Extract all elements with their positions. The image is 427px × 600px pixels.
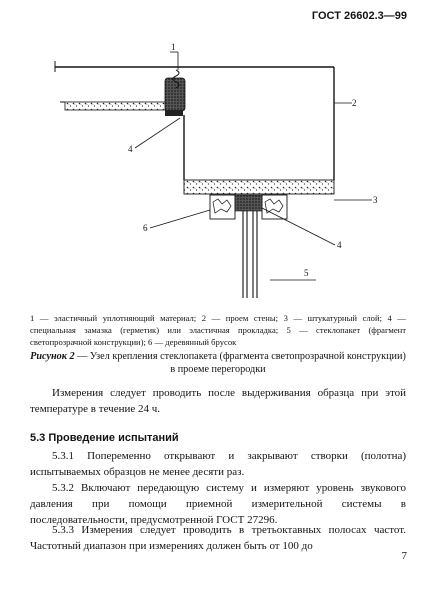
- callout-2: 2: [352, 98, 357, 108]
- callout-6: 6: [143, 223, 148, 233]
- wall-opening: [55, 61, 334, 180]
- paragraph-5-3-2: 5.3.2 Включают передающую систему и измеряют уровень звукового давления при помощи приемной измерительной системы в последовательности, предусмотренной ГОСТ 27296.: [30, 482, 406, 526]
- paragraph-5-3-1: 5.3.1 Попеременно открывают и закрывают створки (полотна) испытываемых образцов не менее десяти раз.: [30, 450, 406, 478]
- callout-4-lower: 4: [337, 240, 342, 250]
- page-number: 7: [401, 550, 407, 562]
- glass-unit: [243, 211, 257, 298]
- callout-1: 1: [171, 42, 176, 52]
- sealant-left: [165, 110, 183, 116]
- wooden-bars: [210, 195, 287, 219]
- callout-5: 5: [304, 268, 309, 278]
- plaster-bottom: [184, 180, 334, 194]
- caption-text: — Узел крепления стеклопакета (фрагмента светопрозрачной конструкции) в проеме перегородки: [74, 351, 406, 375]
- document-header: ГОСТ 26602.3—99: [311, 10, 407, 22]
- figure-caption: [30, 350, 406, 376]
- figure-legend: 1 — эластичный уплотняющий материал; 2 — проем стены; 3 — штукатурный слой; 4 — специальная замазка (герметик) или эластичная прокладка; 5 — стеклопакет (фрагмент светопрозрачной конструкции); 6 — деревянный брусок: [30, 313, 406, 347]
- paragraph-5-3-3: 5.3.3 Измерения следует проводить в третьоктавных полосах частот. Частотный диапазон при измерениях должен быть от 100 до: [30, 524, 406, 552]
- section-heading: 5.3 Проведение испытаний: [30, 432, 179, 444]
- caption-label: Рисунок 2: [30, 351, 75, 362]
- plaster-left: [65, 102, 181, 110]
- figure-drawing: [0, 30, 427, 300]
- elastic-seal: [165, 70, 185, 111]
- callout-4-upper: 4: [128, 144, 133, 154]
- paragraph-measure: Измерения следует проводить после выдерживания образца при этой температуре в течение 24 ч.: [30, 387, 406, 415]
- callout-3: 3: [373, 195, 378, 205]
